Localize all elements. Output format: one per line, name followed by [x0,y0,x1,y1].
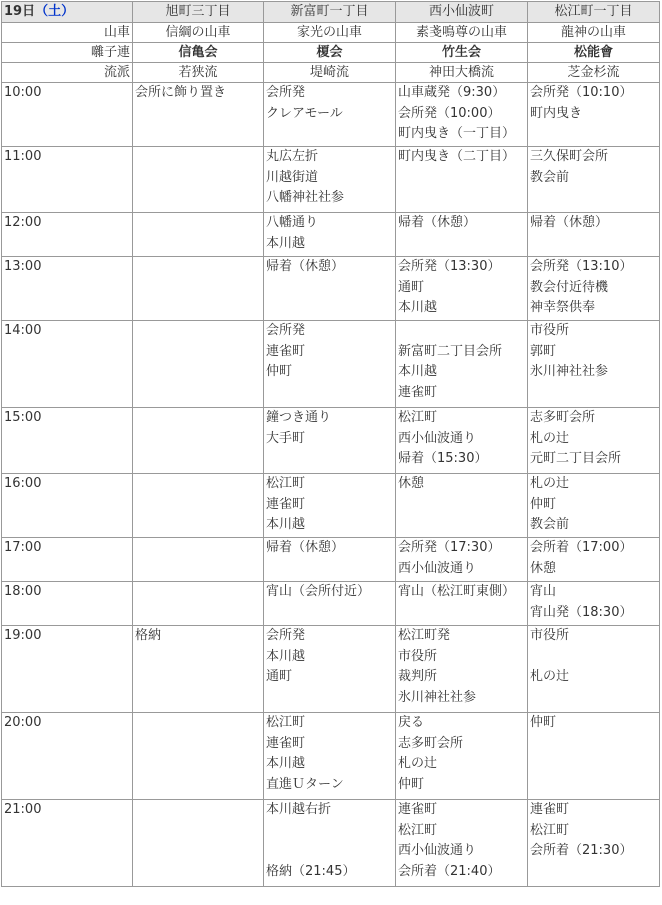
schedule-entry: 郭町 [530,343,557,359]
schedule-entry: 町内曳き（一丁目） [398,126,516,141]
day-cell [2,2,133,23]
schedule-entry: 仲町 [398,776,425,792]
schedule-entry: 会所発（17:30） [398,540,501,555]
schedule-entry: 仲町 [266,364,293,379]
schedule-cell [396,800,528,887]
schedule-entry: 連雀町 [530,802,570,817]
schedule-row [2,408,660,474]
schedule-cell [264,408,396,474]
schedule-entry: 休憩 [398,476,425,491]
schedule-cell [528,538,660,582]
schedule-entry: 志多町会所 [530,410,596,425]
time-cell: 15:00 [2,408,133,474]
schedule-entry: 大手町 [266,430,306,446]
schedule-entry: 三久保町会所 [530,149,609,164]
schedule-entry: 会所発（10:00） [398,105,501,121]
schedule-body [2,2,660,887]
schedule-entry: クレアモール [266,105,343,121]
schedule-entry: 本川越 [266,235,306,251]
schedule-row [2,474,660,538]
school-label: 流派 [2,63,133,83]
float-row [2,23,660,43]
schedule-entry: 会所発 [266,323,306,338]
time-cell: 19:00 [2,626,133,713]
schedule-entry [266,841,393,862]
schedule-cell [264,800,396,887]
schedule-entry: 会所発（10:10） [530,85,633,100]
schedule-cell [528,213,660,257]
schedule-entry: 仲町 [530,496,557,512]
music-group-value: 信亀会 [133,43,264,63]
schedule-entry: 格納 [135,628,162,643]
music-group-label: 囃子連 [2,43,133,63]
schedule-cell [396,582,528,626]
schedule-entry: 連雀町 [398,384,438,400]
schedule-cell [264,474,396,538]
schedule-cell [264,582,396,626]
time-cell: 12:00 [2,213,133,257]
schedule-row [2,147,660,213]
schedule-entry: 札の辻 [398,756,438,771]
schedule-entry: 会所着（17:00） [530,540,633,555]
music-group-value: 竹生会 [396,43,528,63]
schedule-cell [133,713,264,800]
schedule-cell [264,213,396,257]
schedule-entry: 西小仙波通り [398,560,477,576]
schedule-cell [396,83,528,147]
schedule-entry: 八幡神社社参 [266,190,345,205]
schedule-entry: 松江町 [266,715,306,730]
time-cell: 16:00 [2,474,133,538]
weekday-close-paren: ） [61,4,75,19]
schedule-cell [133,83,264,147]
school-value: 堤崎流 [264,63,396,83]
schedule-cell [264,626,396,713]
schedule-cell [133,147,264,213]
schedule-entry: 新富町二丁目会所 [398,343,503,359]
schedule-row [2,83,660,147]
schedule-entry: 札の辻 [530,476,570,491]
schedule-entry: 町内曳き（二丁目） [398,149,516,164]
schedule-entry: 札の辻 [530,669,570,684]
schedule-entry: 帰着（休憩） [398,215,477,230]
schedule-entry: 宵山（会所付近） [266,584,371,599]
float-value: 素戔鳴尊の山車 [396,23,528,43]
schedule-row [2,800,660,887]
schedule-row [2,257,660,321]
schedule-cell [396,474,528,538]
schedule-cell [396,713,528,800]
schedule-cell [528,474,660,538]
schedule-cell [528,582,660,626]
schedule-entry: 本川越 [266,648,306,664]
schedule-entry: 教会付近待機 [530,279,609,295]
schedule-entry: 仲町 [530,715,557,730]
schedule-entry: 八幡通り [266,215,319,230]
schedule-entry: 戻る [398,715,425,730]
float-value: 龍神の山車 [528,23,660,43]
schedule-entry [398,321,525,342]
schedule-cell [133,538,264,582]
time-cell: 20:00 [2,713,133,800]
schedule-entry: 西小仙波通り [398,430,477,446]
time-cell: 11:00 [2,147,133,213]
music-group-row [2,43,660,63]
schedule-entry: 本川越 [266,517,306,532]
header-row [2,2,660,23]
schedule-cell [264,321,396,408]
schedule-entry: 本川越右折 [266,802,332,817]
schedule-entry: 市役所 [530,323,570,338]
schedule-entry: 松江町 [398,410,438,425]
column-header-nishikosenba: 西小仙波町 [396,2,528,23]
schedule-entry: 帰着（休憩） [530,215,609,230]
schedule-entry: 連雀町 [266,343,306,359]
schedule-row [2,626,660,713]
schedule-entry: 町内曳き [530,105,583,121]
schedule-cell [528,626,660,713]
column-header-asahimachi: 旭町三丁目 [133,2,264,23]
schedule-entry: 教会前 [530,517,570,532]
schedule-row [2,713,660,800]
schedule-entry: 休憩 [530,560,557,576]
music-group-value: 松能會 [528,43,660,63]
float-value: 信綱の山車 [133,23,264,43]
schedule-entry: 帰着（休憩） [266,540,345,555]
schedule-cell [396,626,528,713]
school-row [2,63,660,83]
schedule-row [2,582,660,626]
schedule-entry: 丸広左折 [266,149,319,164]
schedule-cell [396,257,528,321]
schedule-table [1,1,660,887]
schedule-cell [264,257,396,321]
column-header-shintomicho: 新富町一丁目 [264,2,396,23]
weekday-open-paren: （ [35,4,49,19]
schedule-entry: 連雀町 [398,802,438,817]
schedule-entry: 松江町 [398,822,438,838]
schedule-entry [530,647,657,668]
schedule-entry: 志多町会所 [398,735,464,751]
schedule-cell [528,83,660,147]
schedule-cell [396,408,528,474]
schedule-entry: 市役所 [530,628,570,643]
schedule-cell [528,257,660,321]
schedule-entry: 会所発（13:10） [530,259,633,274]
schedule-cell [396,321,528,408]
schedule-entry: 裁判所 [398,669,438,684]
schedule-cell [133,213,264,257]
schedule-cell [264,147,396,213]
schedule-entry: 本川越 [266,756,306,771]
schedule-cell [133,800,264,887]
column-header-matsuecho: 松江町一丁目 [528,2,660,23]
schedule-entry: 市役所 [398,648,438,664]
time-cell: 10:00 [2,83,133,147]
time-cell: 21:00 [2,800,133,887]
schedule-entry: 札の辻 [530,430,570,446]
schedule-entry: 会所着（21:40） [398,863,501,879]
school-value: 芝金杉流 [528,63,660,83]
schedule-entry: 氷川神社社参 [398,689,477,705]
time-cell: 18:00 [2,582,133,626]
schedule-entry: 氷川神社社参 [530,364,609,379]
schedule-entry: 山車蔵発（9:30） [398,85,506,100]
schedule-entry: 元町二丁目会所 [530,451,622,466]
float-label: 山車 [2,23,133,43]
schedule-cell [264,538,396,582]
schedule-cell [264,83,396,147]
schedule-entry: 会所着（21:30） [530,843,633,858]
schedule-entry: 帰着（休憩） [266,259,345,274]
schedule-entry: 直進Ｕターン [266,776,344,792]
schedule-entry: 宵山（松江町東側） [398,584,516,599]
schedule-entry: 連雀町 [266,496,306,512]
schedule-cell [528,408,660,474]
school-value: 若狭流 [133,63,264,83]
schedule-entry: 宵山 [530,584,557,599]
schedule-cell [396,213,528,257]
time-cell: 14:00 [2,321,133,408]
schedule-entry: 宵山発（18:30） [530,604,633,620]
schedule-entry: 西小仙波通り [398,843,477,858]
schedule-entry: 会所発（13:30） [398,259,501,274]
schedule-cell [133,321,264,408]
schedule-cell [528,147,660,213]
schedule-entry [266,821,393,842]
schedule-entry: 通町 [266,669,293,684]
schedule-row [2,538,660,582]
schedule-entry: 松江町発 [398,628,451,643]
schedule-entry: 教会前 [530,169,570,185]
schedule-entry: 連雀町 [266,735,306,751]
schedule-cell [528,800,660,887]
time-cell: 17:00 [2,538,133,582]
schedule-row [2,321,660,408]
weekday-label: 土 [48,4,62,19]
schedule-cell [528,713,660,800]
schedule-entry: 川越街道 [266,169,319,185]
schedule-entry: 松江町 [530,822,570,838]
schedule-cell [133,474,264,538]
schedule-row [2,213,660,257]
schedule-entry: 神幸祭供奉 [530,300,596,315]
float-value: 家光の山車 [264,23,396,43]
schedule-entry: 格納（21:45） [266,863,356,879]
schedule-cell [133,582,264,626]
day-label: 19日 [4,4,36,19]
time-cell: 13:00 [2,257,133,321]
schedule-entry: 本川越 [398,300,438,315]
schedule-cell [133,408,264,474]
music-group-value: 榎会 [264,43,396,63]
schedule-entry: 通町 [398,279,425,295]
schedule-cell [133,257,264,321]
schedule-entry: 会所発 [266,85,306,100]
school-value: 神田大橋流 [396,63,528,83]
schedule-cell [396,147,528,213]
schedule-entry: 松江町 [266,476,306,491]
schedule-cell [133,626,264,713]
schedule-entry: 帰着（15:30） [398,451,488,466]
schedule-cell [528,321,660,408]
schedule-entry: 会所発 [266,628,306,643]
schedule-entry: 本川越 [398,364,438,379]
schedule-entry: 鐘つき通り [266,410,332,425]
schedule-cell [396,538,528,582]
schedule-entry: 会所に飾り置き [135,85,227,100]
schedule-cell [264,713,396,800]
